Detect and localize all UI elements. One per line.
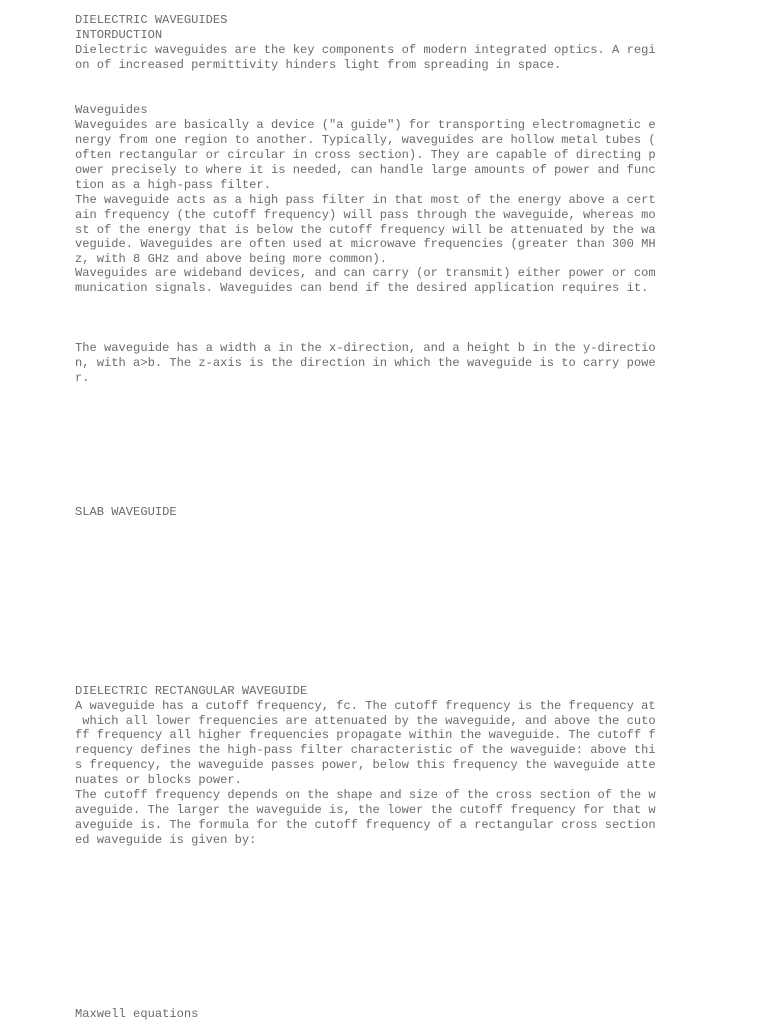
maxwell-heading: Maxwell equations xyxy=(75,1007,199,1021)
intro-line: on of increased permittivity hinders light from spreading in space. xyxy=(75,58,562,72)
waveguides-line: tion as a high-pass filter. xyxy=(75,178,271,192)
intro-line: Dielectric waveguides are the key components of modern integrated optics. A regi xyxy=(75,43,656,57)
intro-heading: INTORDUCTION xyxy=(75,28,163,42)
rectangular-line: aveguide is. The formula for the cutoff frequency of a rectangular cross section xyxy=(75,818,656,832)
rectangular-heading: DIELECTRIC RECTANGULAR WAVEGUIDE xyxy=(75,684,308,698)
waveguides-line: The waveguide acts as a high pass filter in that most of the energy above a cert xyxy=(75,193,656,207)
rectangular-line: which all lower frequencies are attenuated by the waveguide, and above the cuto xyxy=(75,714,656,728)
waveguides-line: z, with 8 GHz and above being more common). xyxy=(75,252,388,266)
rectangular-line: ed waveguide is given by: xyxy=(75,833,257,847)
rectangular-line: s frequency, the waveguide passes power, below this frequency the waveguide atte xyxy=(75,758,656,772)
rectangular-line: nuates or blocks power. xyxy=(75,773,242,787)
rectangular-line: A waveguide has a cutoff frequency, fc. The cutoff frequency is the frequency at xyxy=(75,699,656,713)
waveguides-heading: Waveguides xyxy=(75,103,148,117)
waveguides-line: ain frequency (the cutoff frequency) will pass through the waveguide, whereas mo xyxy=(75,208,656,222)
dimension-line: r. xyxy=(75,371,90,385)
waveguides-line: Waveguides are basically a device ("a guide") for transporting electromagnetic e xyxy=(75,118,656,132)
dimension-line: n, with a>b. The z-axis is the direction in which the waveguide is to carry powe xyxy=(75,356,656,370)
waveguides-line: often rectangular or circular in cross section). They are capable of directing p xyxy=(75,148,656,162)
waveguides-line: nergy from one region to another. Typically, waveguides are hollow metal tubes ( xyxy=(75,133,656,147)
rectangular-line: requency defines the high-pass filter characteristic of the waveguide: above thi xyxy=(75,743,656,757)
document-title: DIELECTRIC WAVEGUIDES xyxy=(75,13,228,27)
waveguides-line: veguide. Waveguides are often used at microwave frequencies (greater than 300 MH xyxy=(75,237,656,251)
rectangular-line: The cutoff frequency depends on the shape and size of the cross section of the w xyxy=(75,788,656,802)
rectangular-line: aveguide. The larger the waveguide is, the lower the cutoff frequency for that w xyxy=(75,803,656,817)
waveguides-line: munication signals. Waveguides can bend if the desired application requires it. xyxy=(75,281,649,295)
waveguides-line: ower precisely to where it is needed, can handle large amounts of power and func xyxy=(75,163,656,177)
dimension-line: The waveguide has a width a in the x-direction, and a height b in the y-directio xyxy=(75,341,656,355)
waveguides-line: Waveguides are wideband devices, and can carry (or transmit) either power or com xyxy=(75,266,656,280)
rectangular-line: ff frequency all higher frequencies propagate within the waveguide. The cutoff f xyxy=(75,728,656,742)
waveguides-line: st of the energy that is below the cutoff frequency will be attenuated by the wa xyxy=(75,223,656,237)
slab-heading: SLAB WAVEGUIDE xyxy=(75,505,177,519)
